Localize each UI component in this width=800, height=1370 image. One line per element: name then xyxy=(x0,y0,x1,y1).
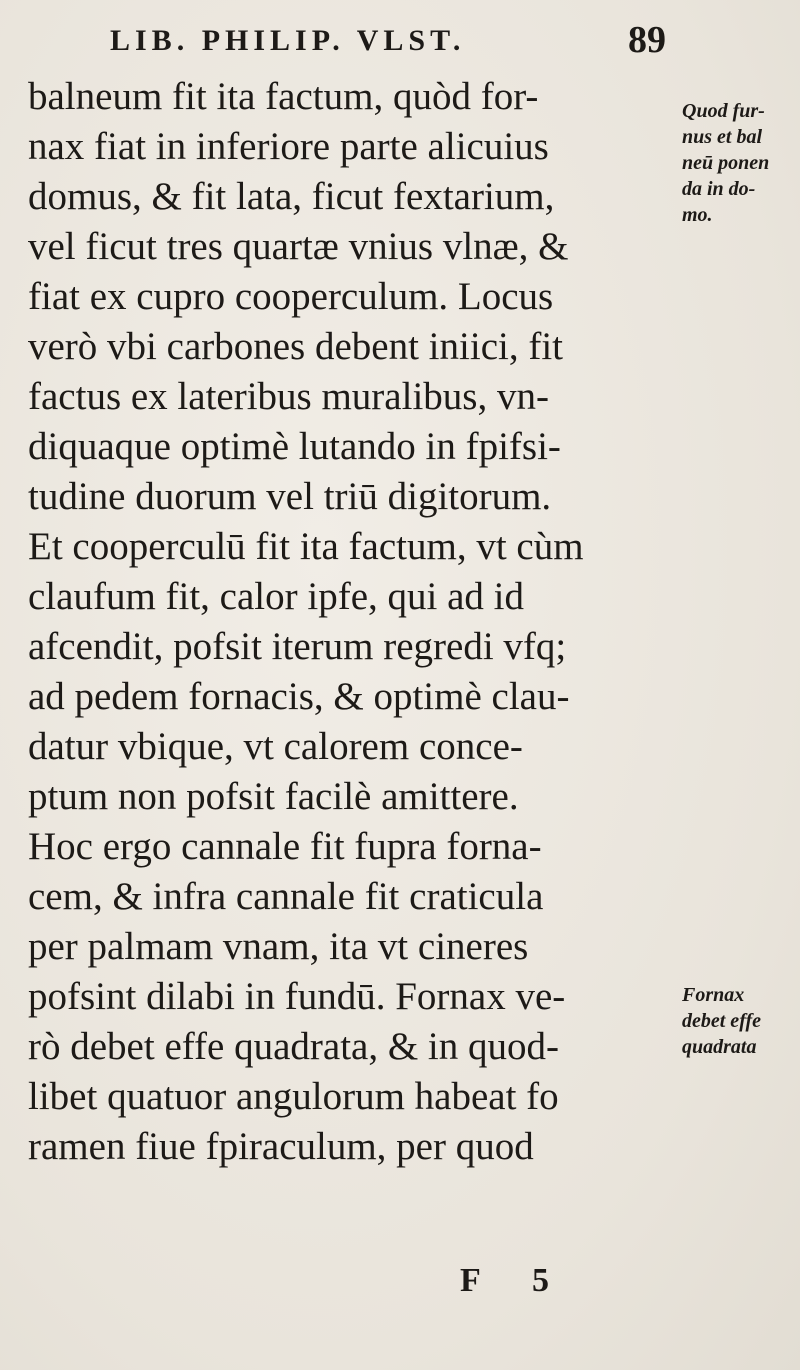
text-line: verò vbi carbones debent iniici, fit xyxy=(28,325,563,368)
margin-note-line: mo. xyxy=(682,204,713,226)
text-line: domus, & fit lata, ficut fextarium, xyxy=(28,175,555,218)
main-text xyxy=(28,72,673,1172)
margin-note-line: quadrata xyxy=(682,1036,757,1058)
text-line: diquaque optimè lutando in fpifsi- xyxy=(28,425,561,468)
margin-note-furnace-bath xyxy=(682,98,798,228)
running-head: LIB. PHILIP. VLST. xyxy=(110,24,466,57)
text-line: rò debet effe quadrata, & in quod- xyxy=(28,1025,559,1068)
page-number: 89 xyxy=(628,19,666,61)
text-line: afcendit, pofsit iterum regredi vfq; xyxy=(28,625,567,668)
margin-note-square-furnace xyxy=(682,982,798,1060)
text-line: claufum fit, calor ipfe, qui ad id xyxy=(28,575,524,618)
text-line: ptum non pofsit facilè amittere. xyxy=(28,775,519,818)
text-line: factus ex lateribus muralibus, vn- xyxy=(28,375,549,418)
text-line: per palmam vnam, ita vt cineres xyxy=(28,925,529,968)
margin-note-line: Quod fur- xyxy=(682,100,765,122)
text-line: tudine duorum vel triū digitorum. xyxy=(28,475,552,518)
text-line: fiat ex cupro cooperculum. Locus xyxy=(28,275,554,318)
text-line: vel ficut tres quartæ vnius vlnæ, & xyxy=(28,225,569,268)
text-line: ad pedem fornacis, & optimè clau- xyxy=(28,675,570,718)
page-header xyxy=(110,16,670,66)
text-line: balneum fit ita factum, quòd for- xyxy=(28,75,539,118)
margin-note-line: da in do- xyxy=(682,178,756,200)
text-line: Et cooperculū fit ita factum, vt cùm xyxy=(28,525,584,568)
text-line: ramen fiue fpiraculum, per quod xyxy=(28,1125,534,1168)
signature-mark: F 5 xyxy=(460,1262,572,1299)
text-line: libet quatuor angulorum habeat fo xyxy=(28,1075,559,1118)
text-line: Hoc ergo cannale fit fupra forna- xyxy=(28,825,542,868)
margin-note-line: neū ponen xyxy=(682,152,770,174)
text-line: cem, & infra cannale fit craticula xyxy=(28,875,544,918)
text-line: nax fiat in inferiore parte alicuius xyxy=(28,125,549,168)
margin-note-line: debet effe xyxy=(682,1010,762,1032)
margin-note-line: nus et bal xyxy=(682,126,763,148)
margin-note-line: Fornax xyxy=(682,984,745,1006)
text-line: pofsint dilabi in fundū. Fornax ve- xyxy=(28,975,566,1018)
text-line: datur vbique, vt calorem conce- xyxy=(28,725,523,768)
